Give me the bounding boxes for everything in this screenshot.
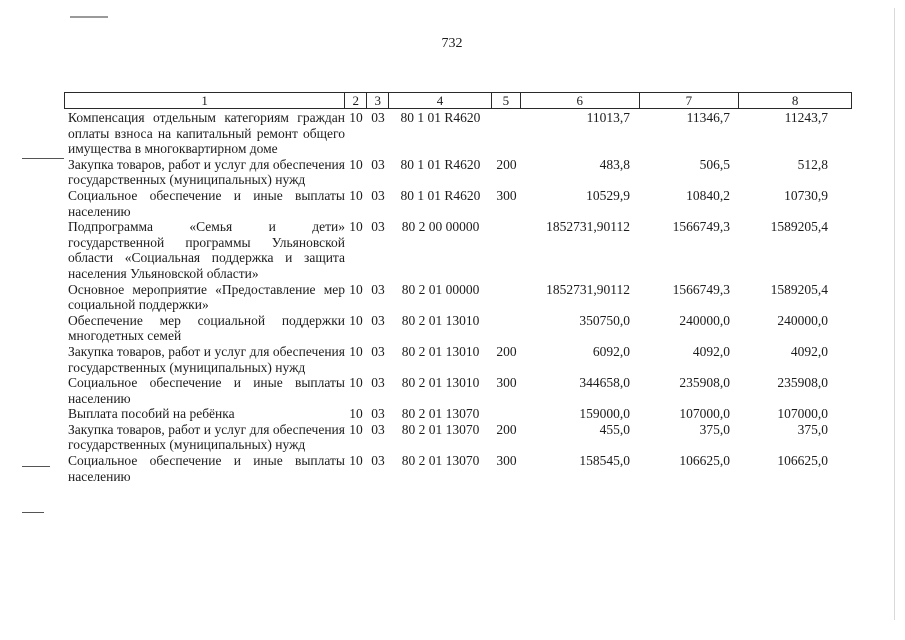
- row-subsection-cell: 03: [371, 187, 385, 203]
- row-amount-cell: 512,8: [797, 156, 828, 172]
- row-name-cell: Компенсация отдельным категориям граждан оплаты взноса на капитальный ремонт общего имущества в многоквартирном доме: [68, 110, 345, 157]
- row-amount-cell: 375,0: [797, 421, 828, 437]
- table-row: [64, 219, 852, 281]
- row-section-cell: 10: [349, 110, 363, 125]
- row-expense-type-cell: 200: [496, 343, 517, 359]
- row-target-article-cell: 80 2 01 13070: [401, 453, 480, 469]
- row-amount-cell: 11013,7: [586, 110, 630, 125]
- row-section-cell: 10: [349, 453, 363, 469]
- table-row: [64, 453, 852, 484]
- row-expense-type-cell: [492, 219, 521, 281]
- row-name-cell: Социальное обеспечение и иные выплаты населению: [68, 375, 345, 406]
- row-amount-cell: 10840,2: [686, 187, 730, 203]
- scan-artifact: [22, 512, 44, 513]
- table-row: [64, 157, 852, 188]
- row-amount-cell: 455,0: [599, 421, 630, 437]
- row-amount-cell: 1852731,90112: [546, 219, 630, 235]
- row-section-cell: 10: [349, 156, 363, 172]
- row-expense-type-cell: [492, 282, 521, 313]
- row-amount-cell: 1566749,3: [672, 219, 730, 235]
- row-subsection-cell: 03: [371, 406, 385, 422]
- row-expense-type-cell: 300: [496, 375, 517, 391]
- row-name-cell: Выплата пособий на ребёнка: [68, 406, 235, 422]
- table-row: [64, 422, 852, 453]
- row-amount-cell: 4092,0: [790, 343, 828, 359]
- scan-artifact: [22, 466, 50, 467]
- row-amount-cell: 235908,0: [679, 375, 730, 391]
- header-cell: 1: [65, 93, 345, 108]
- row-name-cell: Социальное обеспечение и иные выплаты населению: [68, 453, 345, 484]
- row-subsection-cell: 03: [371, 421, 385, 437]
- header-cell: 3: [367, 93, 389, 108]
- row-subsection-cell: 03: [371, 312, 385, 328]
- row-subsection-cell: 03: [371, 219, 385, 235]
- row-amount-cell: 350750,0: [579, 312, 630, 328]
- row-expense-type-cell: 200: [496, 156, 517, 172]
- row-expense-type-cell: [492, 110, 521, 157]
- row-section-cell: 10: [349, 219, 363, 235]
- row-amount-cell: 344658,0: [579, 375, 630, 391]
- scan-edge: [894, 8, 895, 620]
- row-section-cell: 10: [349, 281, 363, 297]
- row-expense-type-cell: 300: [496, 453, 517, 469]
- row-name-cell: Обеспечение мер социальной поддержки многодетных семей: [68, 312, 345, 344]
- row-amount-cell: 506,5: [699, 156, 730, 172]
- row-expense-type-cell: [492, 406, 521, 422]
- row-amount-cell: 107000,0: [777, 406, 828, 422]
- row-amount-cell: 4092,0: [692, 343, 730, 359]
- page-number: 732: [441, 36, 463, 51]
- row-target-article-cell: 80 2 01 00000: [401, 281, 480, 297]
- table-row: [64, 188, 852, 219]
- row-target-article-cell: 80 1 01 R4620: [400, 156, 481, 172]
- row-amount-cell: 1852731,90112: [546, 281, 630, 297]
- table-header-row: [64, 92, 852, 109]
- row-expense-type-cell: [492, 313, 521, 344]
- row-target-article-cell: 80 2 01 13070: [401, 421, 480, 437]
- row-expense-type-cell: 300: [496, 187, 517, 203]
- row-target-article-cell: 80 2 01 13010: [401, 343, 480, 359]
- row-target-article-cell: 80 2 00 00000: [401, 219, 480, 235]
- row-amount-cell: 158545,0: [579, 453, 630, 469]
- row-target-article-cell: 80 2 01 13010: [401, 312, 480, 328]
- row-subsection-cell: 03: [371, 375, 385, 391]
- row-name-cell: Закупка товаров, работ и услуг для обеспечения государственных (муниципальных) нужд: [68, 156, 345, 188]
- scan-artifact: [22, 158, 64, 159]
- row-section-cell: 10: [349, 312, 363, 328]
- row-amount-cell: 1589205,4: [770, 219, 828, 235]
- header-cell: 4: [389, 93, 492, 108]
- row-amount-cell: 6092,0: [592, 343, 630, 359]
- row-amount-cell: 11243,7: [784, 110, 828, 125]
- table-row: [64, 110, 852, 157]
- row-amount-cell: 483,8: [599, 156, 630, 172]
- row-section-cell: 10: [349, 343, 363, 359]
- row-amount-cell: 235908,0: [777, 375, 828, 391]
- header-cell: 2: [345, 93, 367, 108]
- row-name-cell: Закупка товаров, работ и услуг для обеспечения государственных (муниципальных) нужд: [68, 343, 345, 375]
- header-cell: 8: [791, 93, 799, 108]
- row-name-cell: Закупка товаров, работ и услуг для обеспечения государственных (муниципальных) нужд: [68, 421, 345, 453]
- header-cell: 7: [640, 93, 740, 108]
- table-row: [64, 375, 852, 406]
- row-section-cell: 10: [349, 421, 363, 437]
- row-target-article-cell: 80 2 01 13070: [401, 406, 480, 422]
- header-cell: 6: [521, 93, 640, 108]
- row-subsection-cell: 03: [371, 343, 385, 359]
- header-cell: 5: [492, 93, 521, 108]
- row-target-article-cell: 80 2 01 13010: [401, 375, 480, 391]
- table-row: [64, 344, 852, 375]
- row-amount-cell: 106625,0: [679, 453, 730, 469]
- row-subsection-cell: 03: [371, 453, 385, 469]
- row-expense-type-cell: 200: [496, 421, 517, 437]
- row-name-cell: Основное мероприятие «Предоставление мер социальной поддержки»: [68, 281, 345, 313]
- budget-table-body: [64, 110, 852, 484]
- row-amount-cell: 1566749,3: [672, 281, 730, 297]
- row-amount-cell: 10529,9: [586, 187, 630, 203]
- scan-mark: [70, 16, 108, 18]
- row-name-cell: Социальное обеспечение и иные выплаты населению: [68, 187, 345, 219]
- row-target-article-cell: 80 1 01 R4620: [400, 187, 481, 203]
- row-section-cell: 10: [349, 187, 363, 203]
- row-amount-cell: 375,0: [699, 421, 730, 437]
- row-amount-cell: 11346,7: [686, 110, 730, 125]
- row-amount-cell: 159000,0: [579, 406, 630, 422]
- row-subsection-cell: 03: [371, 281, 385, 297]
- row-subsection-cell: 03: [371, 110, 385, 125]
- row-amount-cell: 1589205,4: [770, 281, 828, 297]
- table-row: [64, 313, 852, 344]
- row-amount-cell: 107000,0: [679, 406, 730, 422]
- table-row: [64, 282, 852, 313]
- row-amount-cell: 240000,0: [777, 312, 828, 328]
- row-amount-cell: 106625,0: [777, 453, 828, 469]
- row-section-cell: 10: [349, 406, 363, 422]
- table-row: [64, 406, 852, 422]
- row-amount-cell: 240000,0: [679, 312, 730, 328]
- row-amount-cell: 10730,9: [784, 187, 828, 203]
- row-name-cell: Подпрограмма «Семья и дети» государственной программы Ульяновской области «Социальная поддержка и защита населения Ульяновской области»: [68, 219, 345, 281]
- row-section-cell: 10: [349, 375, 363, 391]
- row-subsection-cell: 03: [371, 156, 385, 172]
- row-target-article-cell: 80 1 01 R4620: [400, 110, 481, 125]
